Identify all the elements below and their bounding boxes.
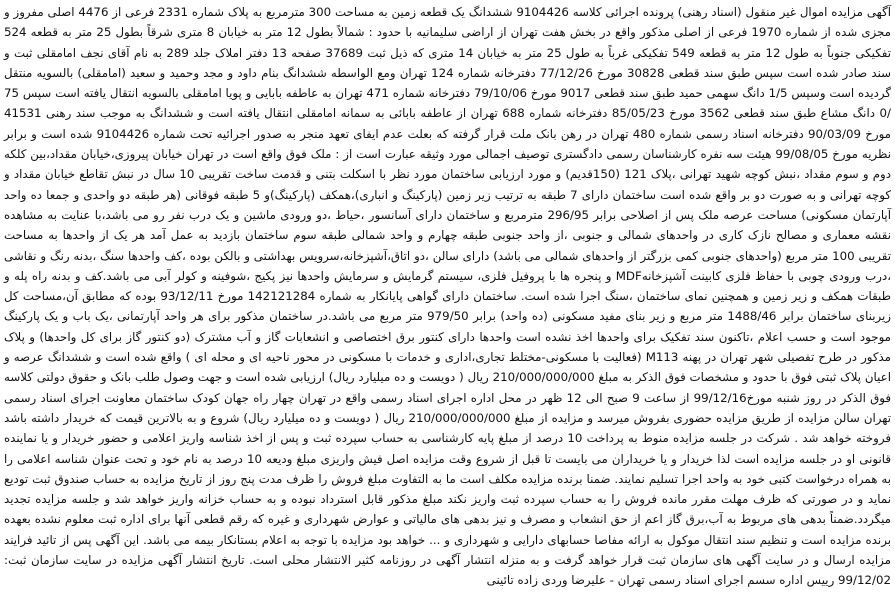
auction-notice-text: آگهی مزایده اموال غیر منقول (اسناد رهنی) پرونده اجرائی کلاسه 9104426 ششدانگ یک قطعه زمین به مساحت 300 مترمربع به پلاک شماره 2331 فرعی از 4476 اصلی مفروز و مجزی شده از شماره 1970 فرعی از اصلی مذکور واقع در بخش هفت تهران از اراضی سلیمانیه با حدود : شمالاً بطول 12 متر به خیابان 8 متری شرقاً بطول 25 متر به قطعه 524 تفکیکی جنوباً به طول 12 متر به قطعه 549 تفکیکی غرباً به طول 25 متر به خیابان 14 متری که ذیل ثبت 37689 صفحه 13 دفتر املاک جلد 289 به نام آقای نجف امامقلی ثبت و سند صادر شده است سپس طبق سند قطعی 30828 مورخ 77/12/26 دفترخانه شماره 124 تهران ومع الواسطه ششدانگ بنام داود و مجد وحمید و سعید (امامقلی) بالسویه منتقل گردیده است وسپس 1/5 دانگ سهمی حمید طبق سند قطعی 9017 مورخ 79/10/06 دفترخانه شماره 471 تهران به عاطفه بابایی و پویا امامقلی بالسویه انتقال یافته است سپس 75 /0 دانگ مشاع طبق سند قطعی 3562 مورخ 85/05/23 دفترخانه شماره 688 تهران از عاطفه بابائی به سمانه امامقلی انتقال یافته است و ششدانگ به موجب سند رهنی 41531 مورخ 90/03/09 دفترخانه اسناد رسمی شماره 480 تهران در رهن بانک ملت قرار گرفته که بعلت عدم ایفای تعهد منجر به صدور اجرائیه تحت شماره 9104426 شده است و برابر نظریه مورخ 99/08/05 هیئت سه نفره کارشناسان رسمی دادگستری توصیف اجمالی مورد وثیقه عبارت است از : ملک فوق واقع است در تهران خیابان پیروزی،خیابان مقداد،بین کلکه دوم و سوم مقداد ،نبش کوچه شهید تهرانی ،پلاک 121 (150قدیم) و مورد ارزیابی ساختمان مورد نظر با اسکلت بتنی و قدمت ساخت تقریبی 10 سال در نبش تقاطع خیابان مقداد و کوچه تهرانی و به صورت دو بر واقع شده است ساختمان دارای 7 طبقه به ترتیب زیر زمین (پارکینگ و انباری)،همکف (پارکینگ)و 5 طبقه فوقانی (هر طبقه دو واحدی و جمعا ده واحد آپارتمان مسکونی) مساحت عرصه ملک پس از اصلاحی برابر 296/95 مترمربع و ساختمان دارای آسانسور ،حیاط ،دو ورودی ماشین و یک درب نفر رو می باشد،با عنایت به مشاهده نقشه معماری و مصالح نازک کاری در واحدهای شمالی و جنوبی ،از واحد جنوبی طبقه چهارم و واحد شمالی طبقه سوم ساختمان بازدید به عمل آمد هر یک از واحدها به مساحت تقریبی 100 متر مربع (واحدهای جنوبی کمی بزرگتر از واحدهای شمالی می باشد) دارای سالن ،دو اتاق،آشپزخانه،سرویس بهداشتی و بالکن بوده ،کف واحدها سنگ ،بدنه رنگ و نقاشی ،درب ورودی چوبی با حفاظ فلزی کابینت آشپزخانهMDF و پنجره ها با پروفیل فلزی، سیستم گرمایش و سرمایش واحدها نیز پکیج ،شوفینه و کولر آبی می باشد.کف و بدنه راه پله و طبقات همکف و زیر زمین و همچنین نمای ساختمان ،سنگ اجرا شده است. ساختمان دارای گواهی پایانکار به شماره 142121284 مورخ 93/12/11 بوده که مطابق آن،مساحت کل زیربنای ساختمان برابر 1488/46 متر مربع و زیر بنای مفید مسکونی (ده واحد) برابر 979/50 متر مربع می باشد.در ساختمان مذکور برای هر واحد آپارتمانی ،یک باب و یک پارکینگ موجود است و حسب اعلام ،تاکنون سند تفکیک برای واحدها اخذ نشده است واحدها دارای کنتور برق اختصاصی و انشعابات گاز و آب مشترک (دو کنتور گاز برای کل واحدها) و پلاک مذکور در طرح تفصیلی شهر تهران در پهنه M113 (فعالیت با مسکونی-مختلط تجاری،اداری و خدمات با مسکونی در محور ناحیه ای و محله ای ) واقع شده است و ششدانگ عرصه و اعیان پلاک ثبتی فوق با حدود و مشخصات فوق الذکر به مبلغ 210/000/000/000 ریال ( دویست و ده میلیارد ریال) ارزیابی شده است و جهت وصول طلب بانک و حقوق دولتی کلاسه فوق الذکر در روز شنبه مورخ99/12/16 از ساعت 9 صبح الی 12 ظهر در محل اداره اجرای اسناد رسمی واقع در تهران چهار راه جهان کودک ساختمان معاونت اجرای اسناد رسمی تهران سالن مزایده از طریق مزایده حضوری بفروش میرسد و مزایده از مبلغ 210/000/000/000 ریال ( دویست و ده میلیارد ریال) شروع و به بالاترین قیمت که خریدار داشته باشد فروخته خواهد شد . شرکت در جلسه مزایده منوط به پرداخت 10 درصد از مبلغ پایه کارشناسی به حساب سپرده ثبت و پس از اخذ شناسه واریز اعلامی و حضور خریدار و یا نماینده قانونی او در جلسه مزایده است لذا خریدار و یا خریداران می بایست تا قبل از شروع وقت مزایده اصل فیش واریزی مبلغ ودیعه 10 درصد به نام خود و تحت عنوان شناسه اعلامی را به همراه درخواست کتبی خود به واحد اجرا تسلیم نمایند. ضمنا برنده مزایده مکلف است ما به التفاوت مبلغ فروش را ظرف مدت پنج روز از تاریخ مزایده به حساب صندوق ثبت تودیع نماید و در صورتی که ظرف مهلت مقرر مانده فروش را به حساب سپرده ثبت واریز نکند مبلغ مذکور قابل استرداد نبوده و به حساب خزانه واریز خواهد شد و جلسه مزایده تجدید میگردد.ضمناً بدهی های مربوط به آب،برق گاز اعم از حق انشعاب و مصرف و نیز بدهی های مالیاتی و عوارض شهرداری و غیره که رقم قطعی آنها برای اداره ثبت معلوم نشده بعهده برنده مزایده است و تنظیم سند انتقال موکول به ارائه مفاصا حسابهای دارایی و شهرداری و ... خواهد بود مزایده با توجه به اعلام بستانکار بیمه می باشد. این آگهی پس از تائید فرایند مزایده ارسال و در سایت آگهی های سازمان ثبت قرار خواهد گرفت و به منزله انتشار آگهی در روزنامه کثیر الانتشار محلی است. تاریخ انتشار آگهی مزایده در سایت سازمان ثبت: 99/12/02 رییس اداره سسم اجرای اسناد رسمی تهران - علیرضا وردی زاده تائینی: [4, 5, 892, 588]
